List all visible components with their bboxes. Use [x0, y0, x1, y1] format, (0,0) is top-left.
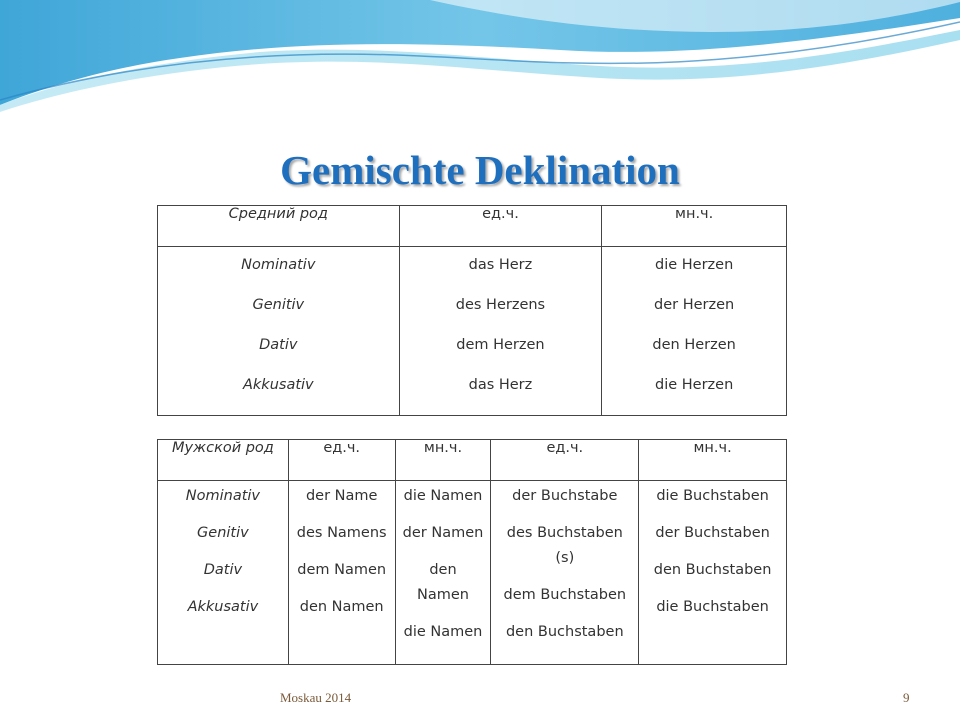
- plural-column: [602, 247, 787, 416]
- case-label: Nominativ: [241, 257, 316, 273]
- form-cell: die Herzen: [655, 377, 734, 393]
- name-plural-column: [395, 481, 491, 665]
- form-cell: (s): [555, 550, 575, 566]
- form-cell: den: [429, 562, 457, 578]
- case-label: Genitiv: [252, 297, 305, 313]
- header-plural: мн.ч.: [675, 206, 714, 222]
- form-cell: den Buchstaben: [653, 562, 772, 578]
- case-label: Dativ: [259, 337, 298, 353]
- case-label: Akkusativ: [187, 599, 259, 615]
- form-cell: der Herzen: [654, 297, 735, 313]
- header-plural: мн.ч.: [423, 440, 463, 456]
- case-label: Genitiv: [197, 525, 249, 541]
- buchstabe-singular-column: [491, 481, 639, 665]
- table-header-row: [158, 440, 787, 481]
- header-wave-decoration: [0, 0, 960, 130]
- neuter-declension-table: [157, 205, 787, 416]
- table-body-row: [158, 247, 787, 416]
- form-cell: des Herzens: [455, 297, 546, 313]
- form-cell: das Herz: [468, 257, 533, 273]
- case-column: [158, 481, 289, 665]
- name-singular-column: [288, 481, 395, 665]
- slide-title: Gemischte Deklination: [280, 147, 680, 193]
- header-singular: ед.ч.: [482, 206, 519, 222]
- table-body-row: [158, 481, 787, 665]
- form-cell: der Buchstabe: [512, 488, 618, 504]
- form-cell: die Namen: [403, 624, 483, 640]
- form-cell: dem Herzen: [456, 337, 545, 353]
- form-cell: des Buchstaben: [506, 525, 623, 541]
- header-gender-neuter: Средний род: [228, 206, 328, 222]
- form-cell: die Buchstaben: [656, 488, 769, 504]
- form-cell: die Buchstaben: [656, 599, 769, 615]
- form-cell: dem Buchstaben: [503, 587, 627, 603]
- buchstabe-plural-column: [639, 481, 787, 665]
- masculine-declension-table: [157, 439, 787, 665]
- form-cell: dem Namen: [297, 562, 387, 578]
- table-header-row: [158, 206, 787, 247]
- form-cell: des Namens: [296, 525, 387, 541]
- form-cell: den Buchstaben: [505, 624, 624, 640]
- singular-column: [399, 247, 602, 416]
- form-cell: die Namen: [403, 488, 483, 504]
- case-column: [158, 247, 400, 416]
- form-cell: die Herzen: [655, 257, 734, 273]
- form-cell: der Buchstaben: [655, 525, 770, 541]
- header-gender-masculine: Мужской род: [171, 440, 274, 456]
- case-label: Dativ: [203, 562, 243, 578]
- header-plural: мн.ч.: [693, 440, 732, 456]
- form-cell: den Herzen: [652, 337, 736, 353]
- case-label: Akkusativ: [242, 377, 314, 393]
- form-cell: den Namen: [299, 599, 384, 615]
- page-number: 9: [903, 690, 910, 705]
- header-singular: ед.ч.: [546, 440, 584, 456]
- form-cell: der Name: [305, 488, 378, 504]
- form-cell: Namen: [417, 587, 469, 603]
- footer-text: Moskau 2014: [280, 690, 352, 705]
- case-label: Nominativ: [185, 488, 261, 504]
- form-cell: der Namen: [402, 525, 484, 541]
- form-cell: das Herz: [468, 377, 533, 393]
- header-singular: ед.ч.: [323, 440, 361, 456]
